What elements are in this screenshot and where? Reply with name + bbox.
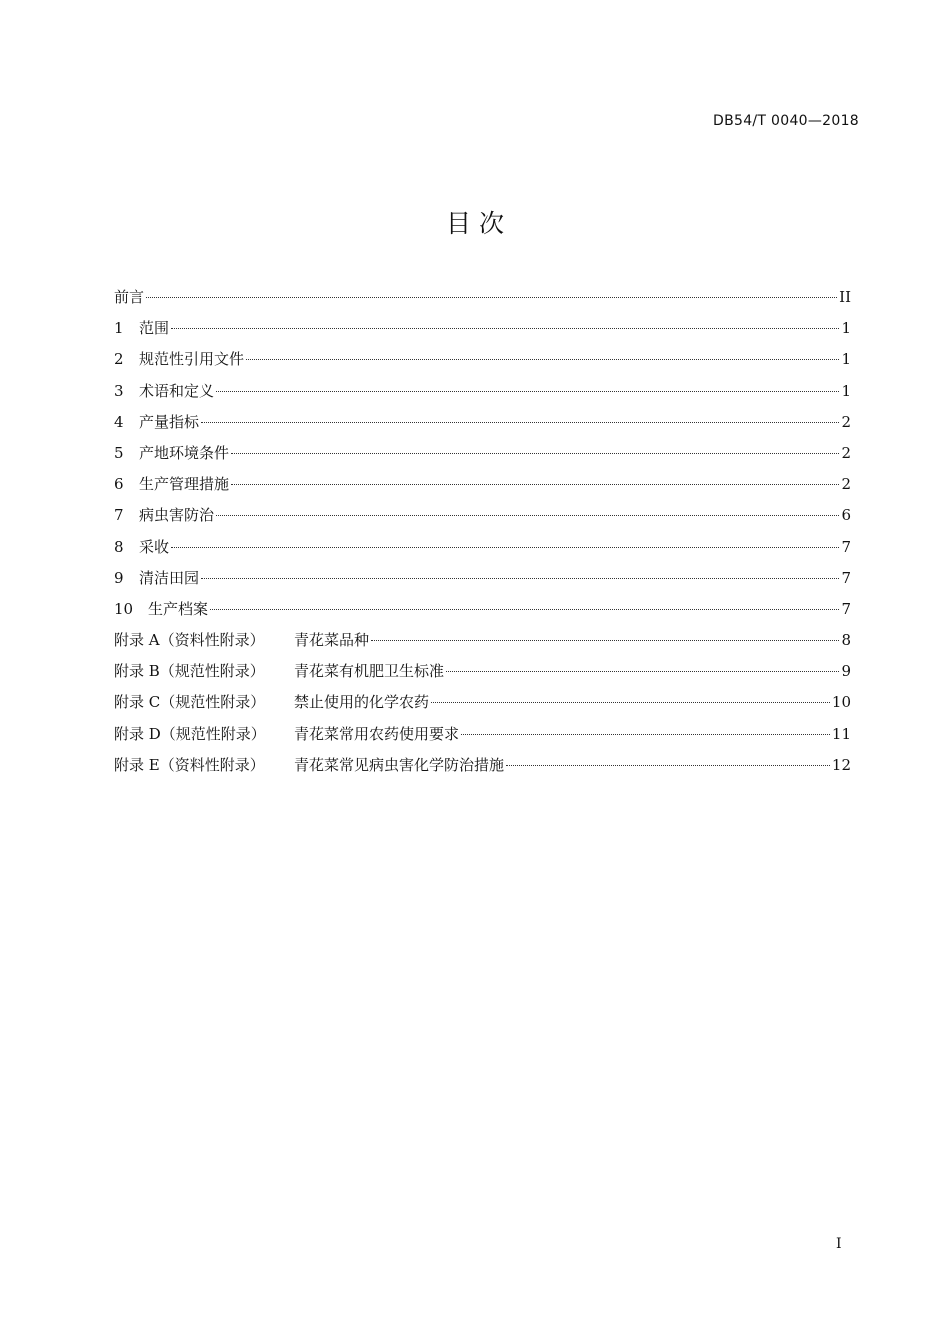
toc-entry-title: 前言 — [114, 288, 145, 306]
dot-leader — [506, 765, 830, 766]
appendix-heading: 附录 D（规范性附录） — [114, 724, 266, 743]
toc-entry-page: 2 — [841, 475, 851, 494]
dot-leader — [210, 609, 839, 610]
toc-entry-title: 病虫害防治 — [139, 506, 215, 525]
toc-entry-title: 范围 — [139, 319, 170, 338]
appendix-title: 青花菜常用农药使用要求 — [294, 724, 460, 743]
dot-leader — [146, 297, 837, 298]
dot-leader — [216, 515, 839, 516]
toc-entry-title: 采收 — [139, 537, 170, 556]
dot-leader — [446, 671, 839, 672]
toc-entry-number: 9 — [114, 568, 124, 587]
toc-entry-page: 6 — [841, 506, 851, 525]
page-number: I — [836, 1236, 842, 1252]
toc-entry-page: 2 — [841, 412, 851, 431]
appendix-heading: 附录 C（规范性附录） — [114, 693, 266, 712]
dot-leader — [231, 484, 839, 485]
toc-entry-title: 产地环境条件 — [139, 443, 230, 462]
appendix-title: 青花菜品种 — [294, 631, 370, 650]
toc-entry-3[interactable] — [114, 376, 851, 407]
dot-leader — [201, 578, 839, 579]
dot-leader — [461, 734, 830, 735]
toc-entry-page: 7 — [841, 537, 851, 556]
toc-entry-page: 1 — [841, 381, 851, 400]
dot-leader — [431, 702, 830, 703]
toc-entry-9[interactable] — [114, 563, 851, 594]
table-of-contents — [114, 282, 851, 781]
toc-entry-number: 2 — [114, 350, 124, 369]
toc-entry-page: 11 — [831, 724, 851, 743]
dot-leader — [231, 453, 839, 454]
toc-entry-page: 10 — [831, 693, 851, 712]
toc-entry-number: 5 — [114, 443, 124, 462]
toc-entry-page: 7 — [841, 599, 851, 618]
toc-appendix-e[interactable] — [114, 750, 851, 781]
standard-code: DB54/T 0040—2018 — [713, 113, 859, 129]
toc-entry-1[interactable] — [114, 313, 851, 344]
toc-entry-foreword[interactable] — [114, 282, 851, 313]
dot-leader — [371, 640, 839, 641]
appendix-title: 青花菜有机肥卫生标准 — [294, 662, 445, 681]
toc-entry-title: 生产档案 — [148, 599, 209, 618]
toc-entry-number: 4 — [114, 412, 124, 431]
toc-appendix-b[interactable] — [114, 656, 851, 687]
appendix-heading: 附录 B（规范性附录） — [114, 662, 265, 681]
toc-entry-2[interactable] — [114, 344, 851, 375]
toc-entry-page: 1 — [841, 319, 851, 338]
toc-appendix-d[interactable] — [114, 719, 851, 750]
toc-appendix-a[interactable] — [114, 625, 851, 656]
toc-entry-10[interactable] — [114, 594, 851, 625]
toc-entry-page: 2 — [841, 443, 851, 462]
toc-entry-5[interactable] — [114, 438, 851, 469]
toc-entry-number: 8 — [114, 537, 124, 556]
toc-entry-page: 12 — [831, 755, 851, 774]
toc-entry-page: 9 — [841, 662, 851, 681]
toc-entry-number: 7 — [114, 506, 124, 525]
toc-entry-number: 3 — [114, 381, 124, 400]
appendix-heading: 附录 A（资料性附录） — [114, 631, 265, 650]
toc-appendix-c[interactable] — [114, 687, 851, 718]
toc-entry-number: 6 — [114, 475, 124, 494]
dot-leader — [171, 328, 839, 329]
dot-leader — [216, 391, 839, 392]
toc-entry-page: 7 — [841, 568, 851, 587]
toc-entry-4[interactable] — [114, 407, 851, 438]
page-title: 目 次 — [446, 209, 504, 238]
dot-leader — [201, 422, 839, 423]
toc-entry-8[interactable] — [114, 532, 851, 563]
toc-entry-title: 产量指标 — [139, 412, 200, 431]
appendix-title: 禁止使用的化学农药 — [294, 693, 430, 712]
dot-leader — [171, 547, 839, 548]
appendix-title: 青花菜常见病虫害化学防治措施 — [294, 755, 505, 774]
toc-entry-6[interactable] — [114, 469, 851, 500]
toc-entry-number: 1 — [114, 319, 124, 338]
toc-entry-page: 8 — [841, 631, 851, 650]
toc-entry-title: 生产管理措施 — [139, 475, 230, 494]
toc-entry-title: 规范性引用文件 — [139, 350, 245, 369]
toc-entry-number: 10 — [114, 599, 134, 618]
toc-entry-page: 1 — [841, 350, 851, 369]
appendix-heading: 附录 E（资料性附录） — [114, 755, 265, 774]
toc-entry-page: II — [839, 288, 851, 306]
toc-entry-title: 术语和定义 — [139, 381, 215, 400]
dot-leader — [246, 359, 839, 360]
toc-entry-7[interactable] — [114, 500, 851, 531]
toc-entry-title: 清洁田园 — [139, 568, 200, 587]
